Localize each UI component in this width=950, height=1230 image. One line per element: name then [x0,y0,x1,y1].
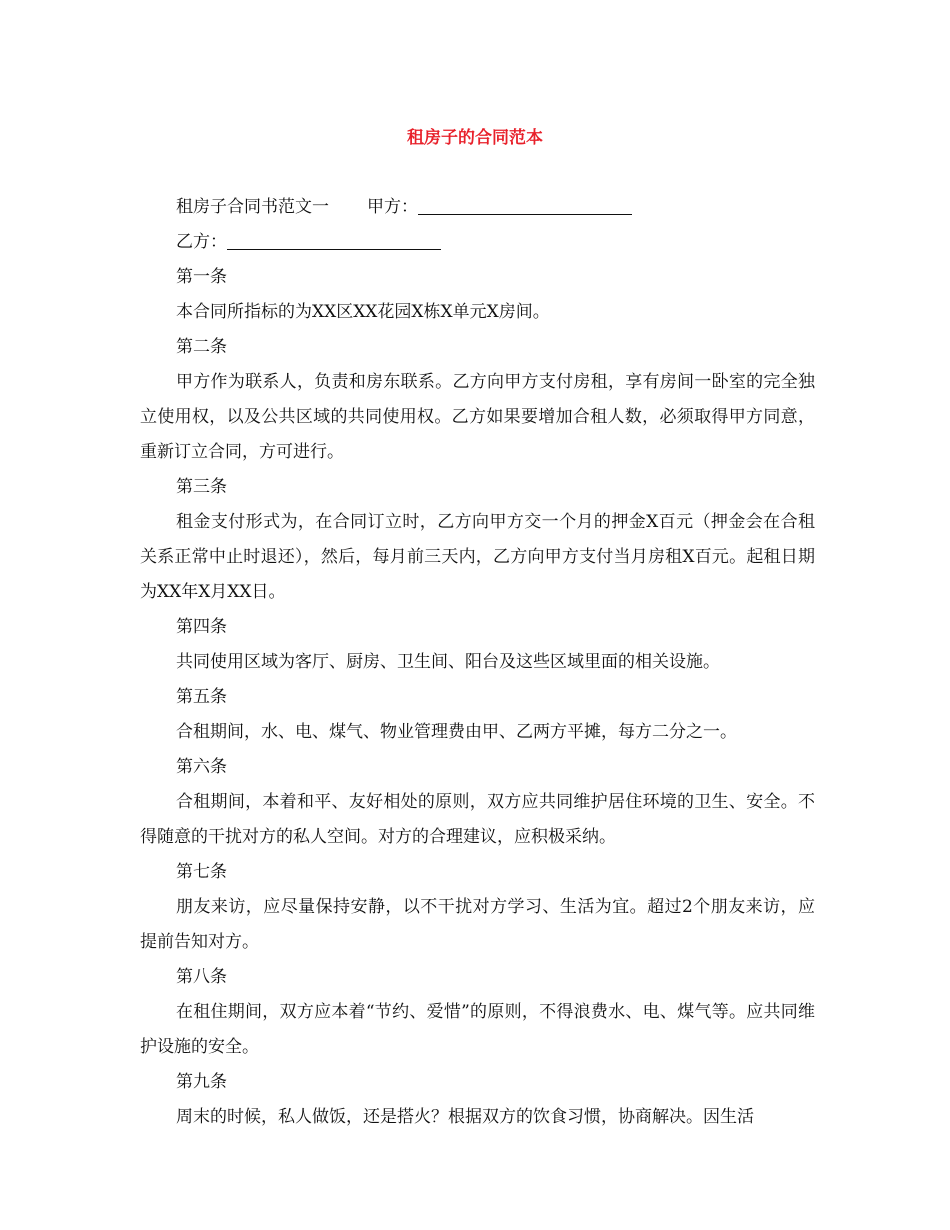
party-a-blank [418,192,632,215]
article-3-text: 租金支付形式为，在合同订立时，乙方向甲方交一个月的押金X百元（押金会在合租关系正常中止时退还），然后，每月前三天内，乙方向甲方支付当月房租X百元。起租日期为XX年X月XX日。 [140,512,815,602]
document-body [140,190,815,1135]
party-a-label: 甲方： [367,197,418,217]
article-8-text: 在租住期间，双方应本着“节约、爱惜”的原则，不得浪费水、电、煤气等。应共同维护设施的安全。 [140,1002,815,1057]
article-6-heading: 第六条 [176,757,227,777]
article-8-heading: 第八条 [176,967,227,987]
article-7-text: 朋友来访，应尽量保持安静，以不干扰对方学习、生活为宜。超过2个朋友来访，应提前告知对方。 [140,897,815,952]
party-b-label: 乙方： [176,232,227,252]
article-3-heading: 第三条 [176,477,227,497]
article-5-text: 合租期间，水、电、煤气、物业管理费由甲、乙两方平摊，每方二分之一。 [176,722,737,742]
article-9-heading: 第九条 [176,1072,227,1092]
article-2-text: 甲方作为联系人，负责和房东联系。乙方向甲方支付房租，享有房间一卧室的完全独立使用权，以及公共区域的共同使用权。乙方如果要增加合租人数，必须取得甲方同意，重新订立合同，方可进行。 [140,372,815,462]
article-4-text: 共同使用区域为客厅、厨房、卫生间、阳台及这些区域里面的相关设施。 [176,652,720,672]
article-6-text: 合租期间，本着和平、友好相处的原则，双方应共同维护居住环境的卫生、安全。不得随意的干扰对方的私人空间。对方的合理建议，应积极采纳。 [140,792,815,847]
article-4-heading: 第四条 [176,617,227,637]
party-b-line [140,225,815,260]
document-title: 租房子的合同范本 [407,128,543,148]
party-b-blank [227,227,441,250]
article-7-heading: 第七条 [176,862,227,882]
intro-label: 租房子合同书范文一 [176,197,329,217]
article-2-heading: 第二条 [176,337,227,357]
article-1-heading: 第一条 [176,267,227,287]
article-5-heading: 第五条 [176,687,227,707]
article-9-text: 周末的时候，私人做饭，还是搭火？根据双方的饮食习惯，协商解决。因生活 [176,1107,754,1127]
article-1-text: 本合同所指标的为XX区XX花园X栋X单元X房间。 [176,302,550,322]
intro-line [140,190,815,225]
